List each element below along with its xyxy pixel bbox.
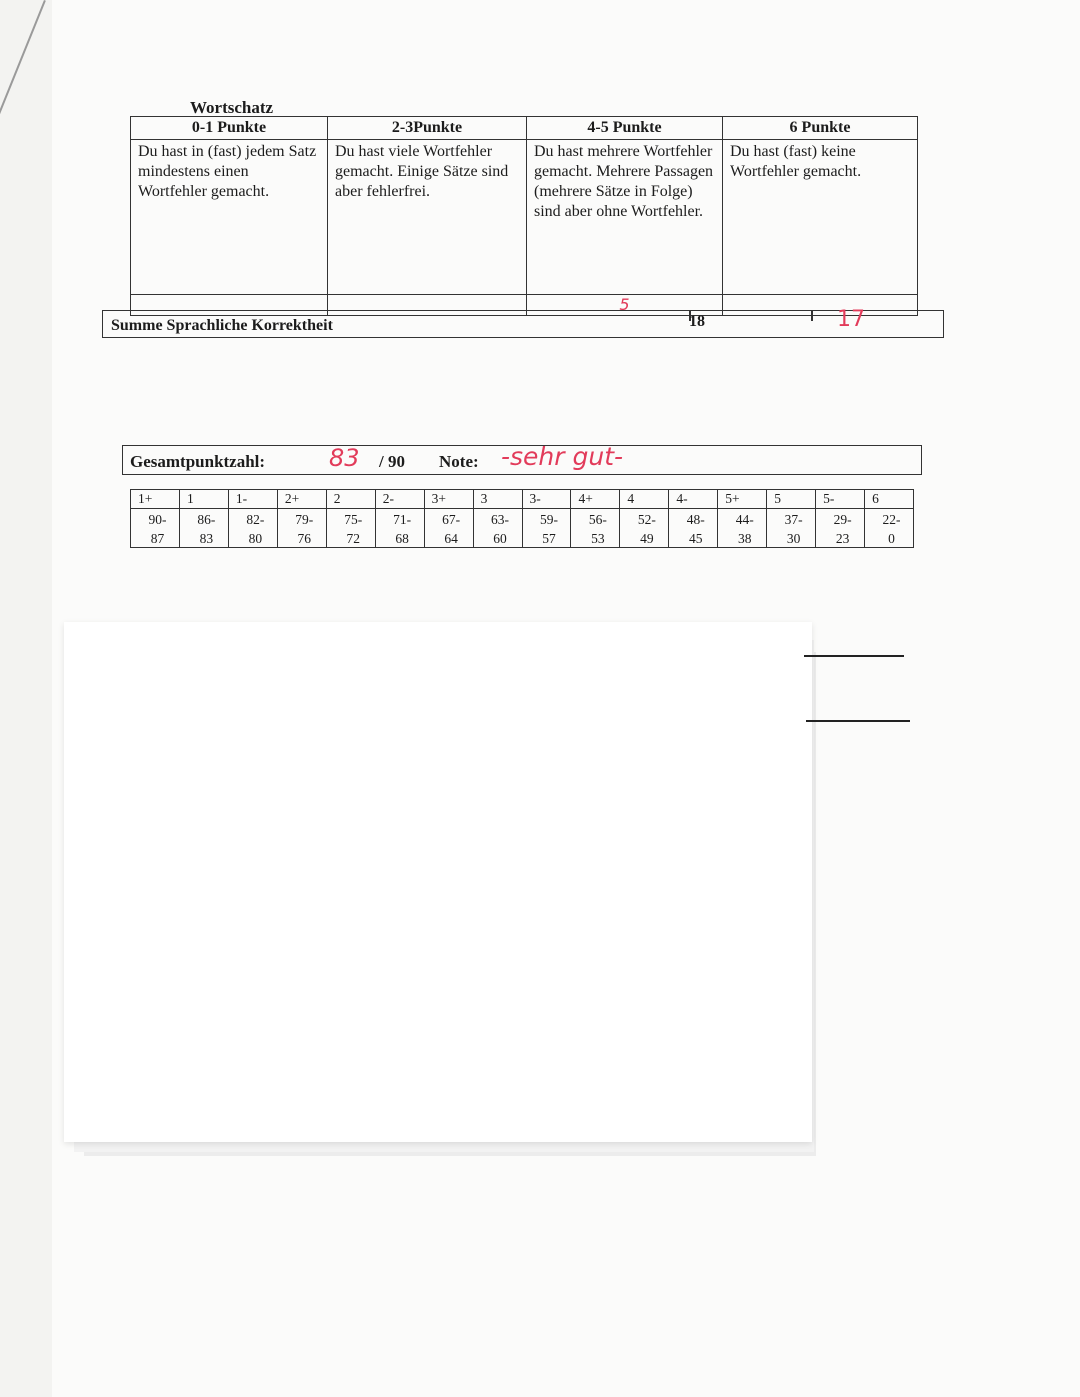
grade-upper-cell: 71- bbox=[375, 509, 424, 529]
section-title: Wortschatz bbox=[190, 98, 274, 117]
grade-cell: 5+ bbox=[718, 490, 767, 509]
grade-upper-cell: 48- bbox=[669, 509, 718, 529]
rubric-description-row bbox=[131, 140, 918, 295]
grade-upper-cell: 44- bbox=[718, 509, 767, 529]
grade-upper-cell: 56- bbox=[571, 509, 620, 529]
rubric-header: 6 Punkte bbox=[723, 117, 918, 140]
blank-paper-sheet bbox=[64, 622, 812, 1142]
summary-box bbox=[102, 307, 944, 338]
summary-divider bbox=[811, 311, 813, 321]
grade-cell: 1+ bbox=[131, 490, 180, 509]
grade-lower-cell: 23 bbox=[816, 528, 865, 548]
grade-lower-cell: 87 bbox=[131, 528, 180, 548]
grade-upper-cell: 86- bbox=[179, 509, 228, 529]
grade-lower-cell: 83 bbox=[179, 528, 228, 548]
grade-upper-cell: 22- bbox=[865, 509, 914, 529]
grade-cell: 4- bbox=[669, 490, 718, 509]
rubric-header-row bbox=[131, 117, 918, 140]
grade-cell: 3+ bbox=[424, 490, 473, 509]
grade-cell: 6 bbox=[865, 490, 914, 509]
grade-lower-cell: 57 bbox=[522, 528, 571, 548]
grade-upper-cell: 67- bbox=[424, 509, 473, 529]
grade-cell: 1- bbox=[228, 490, 277, 509]
signature-line bbox=[806, 720, 910, 722]
summary-max-points: 18 bbox=[689, 313, 705, 330]
grade-lower-row bbox=[131, 528, 914, 548]
grade-lower-cell: 53 bbox=[571, 528, 620, 548]
grade-cell: 1 bbox=[179, 490, 228, 509]
grade-cell: 2 bbox=[326, 490, 375, 509]
grade-cell: 3 bbox=[473, 490, 522, 509]
grade-lower-cell: 60 bbox=[473, 528, 522, 548]
grade-lower-cell: 72 bbox=[326, 528, 375, 548]
grade-lower-cell: 76 bbox=[277, 528, 326, 548]
rubric-description: Du hast in (fast) jedem Satz mindestens einen Wortfehler gemacht. bbox=[131, 140, 328, 295]
total-box bbox=[122, 442, 922, 475]
grade-upper-cell: 75- bbox=[326, 509, 375, 529]
grade-upper-cell: 79- bbox=[277, 509, 326, 529]
grade-cell: 3- bbox=[522, 490, 571, 509]
grade-scale-table bbox=[130, 489, 914, 548]
grade-upper-row bbox=[131, 509, 914, 529]
grade-row bbox=[131, 490, 914, 509]
rubric-score: 5 bbox=[527, 295, 723, 316]
grade-lower-cell: 30 bbox=[767, 528, 816, 548]
grade-text: -sehr gut- bbox=[501, 442, 624, 471]
note-label: Note: bbox=[439, 452, 479, 471]
grade-lower-cell: 49 bbox=[620, 528, 669, 548]
grade-cell: 4+ bbox=[571, 490, 620, 509]
grade-lower-cell: 64 bbox=[424, 528, 473, 548]
grade-upper-cell: 63- bbox=[473, 509, 522, 529]
total-label: Gesamtpunktzahl: bbox=[130, 452, 266, 471]
rubric-header: 4-5 Punkte bbox=[527, 117, 723, 140]
rubric-header: 2-3Punkte bbox=[328, 117, 527, 140]
summary-achieved-points: 17 bbox=[837, 307, 865, 332]
grade-cell: 2+ bbox=[277, 490, 326, 509]
grade-upper-cell: 59- bbox=[522, 509, 571, 529]
grade-lower-cell: 68 bbox=[375, 528, 424, 548]
grade-cell: 2- bbox=[375, 490, 424, 509]
rubric-table bbox=[130, 116, 918, 316]
grade-lower-cell: 0 bbox=[865, 528, 914, 548]
grade-upper-cell: 29- bbox=[816, 509, 865, 529]
total-score: 83 bbox=[329, 444, 360, 472]
summary-label: Summe Sprachliche Korrektheit bbox=[111, 317, 333, 334]
grade-upper-cell: 82- bbox=[228, 509, 277, 529]
rubric-description: Du hast viele Wortfehler gemacht. Einige Sätze sind aber fehlerfrei. bbox=[328, 140, 527, 295]
grade-lower-cell: 38 bbox=[718, 528, 767, 548]
grade-cell: 5 bbox=[767, 490, 816, 509]
grade-lower-cell: 80 bbox=[228, 528, 277, 548]
signature-line bbox=[804, 655, 904, 657]
rubric-description: Du hast (fast) keine Wortfehler gemacht. bbox=[723, 140, 918, 295]
grade-upper-cell: 90- bbox=[131, 509, 180, 529]
grade-cell: 4 bbox=[620, 490, 669, 509]
grade-upper-cell: 37- bbox=[767, 509, 816, 529]
rubric-description: Du hast mehrere Wortfehler gemacht. Mehrere Passagen (mehrere Sätze in Folge) sind aber ohne Wortfehler. bbox=[527, 140, 723, 295]
rubric-header: 0-1 Punkte bbox=[131, 117, 328, 140]
grade-lower-cell: 45 bbox=[669, 528, 718, 548]
grade-upper-cell: 52- bbox=[620, 509, 669, 529]
paper-edge-line bbox=[0, 0, 46, 149]
grade-cell: 5- bbox=[816, 490, 865, 509]
total-max: / 90 bbox=[379, 452, 405, 471]
